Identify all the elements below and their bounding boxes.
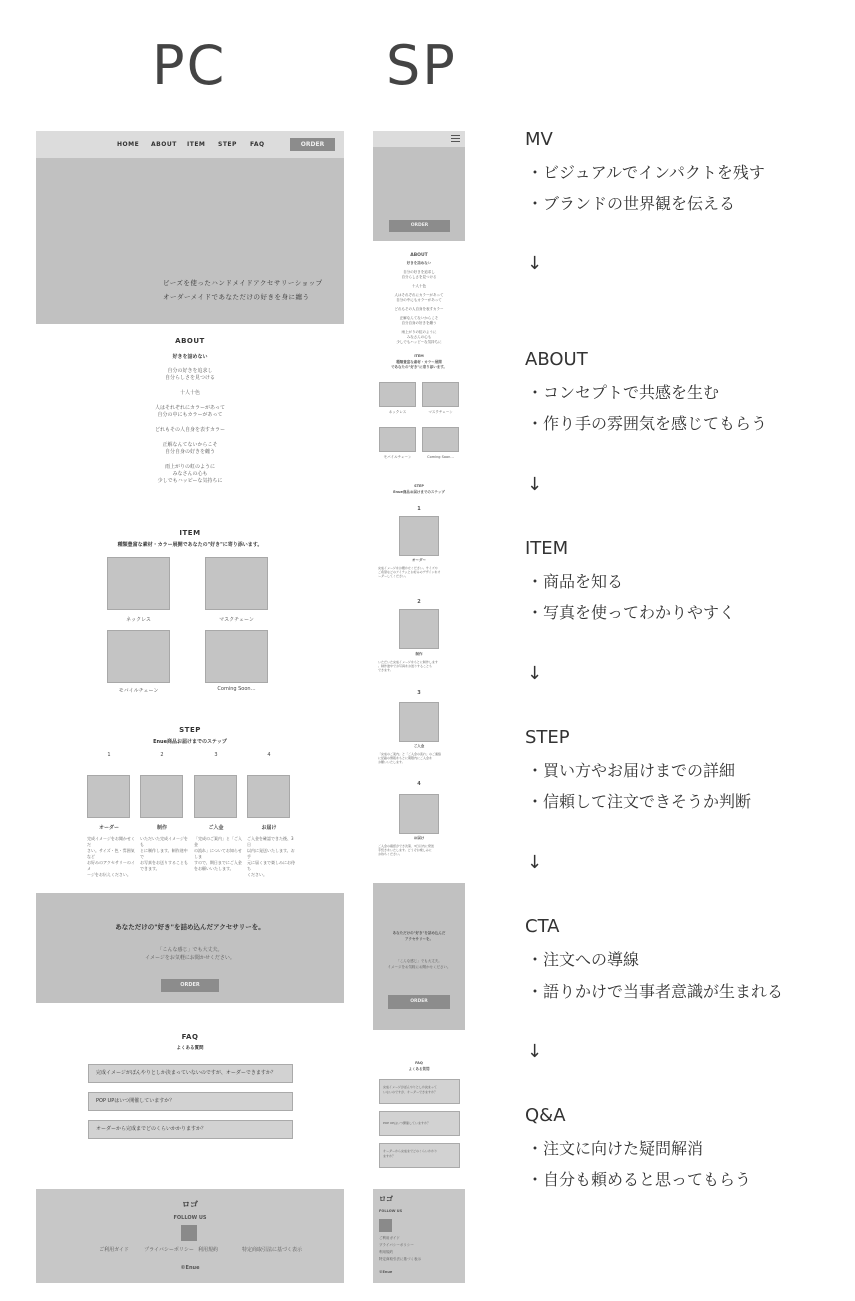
note-title-step: STEP [525,727,570,748]
pc-about-title: ABOUT [175,337,205,345]
sp-cta-section [373,883,465,1030]
note-bullet: ・信頼して注文できそうか判断 [527,792,752,811]
note-bullet: ・買い方やお届けまでの詳細 [527,761,736,780]
pc-about-subtitle: 好きを詰めない [172,354,208,360]
pc-step-text-line: さい。サイズ・色・雰囲気など [87,848,135,859]
pc-step-text-line: ください。 [247,872,267,877]
pc-step-subtitle: Enue商品お届けまでのステップ [153,739,227,745]
pc-step-text-line: できます。 [140,866,160,871]
pc-step-text [247,836,297,878]
sp-header [373,131,465,147]
sp-step-text-line: 手続きをいたします。どうぞお楽しみに [378,848,432,852]
pc-about-line: 雨上がりの虹のように [164,464,215,470]
sp-step-text [378,752,462,764]
pc-step-text-line: ご入金を確認できた後、3日 [247,836,294,847]
pc-about-line: 人はそれぞれにカラーがあって [155,405,225,411]
pc-item-caption: Coming Soon… [217,686,256,692]
pc-item-image [205,557,268,610]
note-bullet: ・商品を知る [527,572,624,591]
down-arrow-icon: ↓ [527,852,543,873]
pc-step-label: オーダー [98,825,119,831]
sp-faq-item[interactable] [379,1079,460,1104]
sp-about-line: どれもその人自身を表すカラー [394,307,444,311]
pc-item-caption: ネックレス [126,617,151,623]
sp-order-button[interactable]: ORDER [389,220,450,232]
pc-about-line: 自分の好きを追求し [167,368,213,374]
instagram-icon[interactable] [181,1225,197,1241]
sp-step-number: 4 [417,781,421,787]
pc-step-number: 4 [267,752,271,758]
sp-about-line: 正解なんてないからこそ [399,316,439,320]
instagram-icon[interactable] [379,1219,392,1232]
pc-step-text-line: 元に届くまで楽しみにお待ち [247,860,295,871]
pc-order-button[interactable]: ORDER [290,138,335,151]
sp-faq-item-line: オーダーから完成までどのくらいかかり [383,1149,438,1153]
sp-main-visual [373,131,465,241]
sp-about-line: 十人十色 [412,284,426,288]
sp-about-line: 自分らしさを見つける [401,275,437,279]
pc-about-line: どれもその人自身を表すカラー [155,427,225,433]
sp-cta-line: 「こんな感じ」でも大丈夫。 [396,959,442,963]
sp-item-caption: Coming Soon… [427,455,454,459]
sp-step-label: オーダー [412,558,426,562]
note-bullet: ・ブランドの世界観を伝える [527,194,736,213]
pc-step-number: 2 [160,752,164,758]
pc-step-image [194,775,237,818]
pc-nav-step[interactable]: STEP [218,141,237,148]
sp-cta-title-line: アクセサリーを。 [405,937,433,941]
note-bullet: ・注文への導線 [527,950,640,969]
pc-step-text-line: お写真をお送りすることも [140,860,188,865]
sp-step-title: STEP [414,484,424,488]
sp-step-text-line: 「完成のご案内」と「ご入金の流れ」のご連絡 [378,752,442,756]
sp-step-number: 1 [417,506,421,512]
pc-step-label: ご入金 [208,825,224,831]
sp-step-text-line: お願いいたします。 [378,760,405,764]
sp-step-text-line: 。制作途中でお写真をお送りすることも [378,664,433,668]
sp-item-image [422,427,459,452]
down-arrow-icon: ↓ [527,663,543,684]
pc-item-caption: モバイルチェーン [118,688,159,694]
sp-faq-item-line: POP UPはいつ開催していますか？ [383,1121,430,1125]
sp-about-line: 少しでもハッピーな気持ちに [396,340,442,344]
pc-step-text-line: 「完成のご案内」と「ご入金 [194,836,242,847]
sp-item-caption: モバイルチェーン [383,455,412,459]
sp-footer [373,1189,465,1283]
pc-step-number: 3 [214,752,218,758]
sp-about-line: 自分自身の好きを纏う [401,321,437,325]
note-title-mv: MV [525,129,553,150]
pc-step-text [140,836,190,872]
sp-item-title: ITEM [414,354,424,358]
sp-step-text-line: ご入金の確認ができ次第、3日以内に発送 [378,844,434,848]
note-title-qa: Q&A [525,1105,566,1126]
sp-step-text-line: できます。 [378,668,393,672]
pc-step-text-line: 完成イメージをお聞かせくだ [87,836,135,847]
pc-cta-order-button[interactable]: ORDER [161,979,219,992]
sp-about-section [373,253,465,345]
sp-faq-subtitle: よくある質問 [408,1067,430,1071]
sp-step-subtitle: Enue商品お届けまでのステップ [393,490,445,494]
pc-step-text [194,836,244,872]
pc-nav-item[interactable]: ITEM [187,141,206,148]
pc-item-caption: マスクチェーン [219,617,254,623]
sp-item-caption: ネックレス [388,410,407,414]
sp-step-number: 2 [417,599,421,605]
sp-step-text [378,844,462,856]
down-arrow-icon: ↓ [527,1041,543,1062]
sp-about-line: 人はそれぞれにカラーがあって [394,293,444,297]
pc-step-label: 制作 [156,825,167,831]
note-bullet: ・写真を使ってわかりやすく [527,603,736,622]
pc-item-subtitle: 種類豊富な素材・カラー展開であなたの"好き"に寄り添います。 [117,542,263,548]
pc-nav-home[interactable]: HOME [117,141,140,148]
pc-faq-title: FAQ [181,1033,199,1041]
pc-mv-line: オーダーメイドであなただけの好きを身に纏う [163,293,310,301]
pc-cta-line: イメージをお気軽にお聞かせください。 [145,955,235,961]
sp-item-image [379,382,416,407]
note-title-item: ITEM [525,538,569,559]
pc-about-line: 自分らしさを見つける [164,375,215,381]
pc-about-line: 少しでもハッピーな気持ちに [157,478,223,484]
pc-footer-link[interactable]: 特定商取引法に基づく表示 [241,1247,302,1253]
pc-heading: PC [152,34,227,97]
pc-step-text [87,836,137,878]
pc-step-image [87,775,130,818]
pc-faq-item[interactable]: オーダーから完成までどのくらいかかりますか？ [88,1120,293,1139]
sp-item-image [422,382,459,407]
pc-footer-link[interactable]: ご利用ガイド [99,1247,129,1253]
sp-step-image [399,794,439,834]
down-arrow-icon: ↓ [527,253,543,274]
pc-step-title: STEP [179,726,201,734]
pc-item-image [107,630,170,683]
sp-step-text [378,660,462,672]
sp-step-label: ご入金 [413,744,425,748]
pc-mv-line: ビーズを使ったハンドメイドアクセサリーショップ [163,279,323,287]
pc-about-section [36,337,344,485]
pc-about-line: みなさんの心も [172,471,208,477]
pc-item-title: ITEM [179,529,201,537]
pc-about-line: 自分自身の好きを纏う [164,449,215,455]
pc-about-line: 自分の中にもカラーがあって [157,412,223,418]
sp-faq-item[interactable] [379,1111,460,1136]
note-bullet: ・自分も頼めると思ってもらう [527,1170,752,1189]
sp-step-text-line: ーダーしてください。 [378,574,409,578]
pc-header [36,131,344,158]
sp-step-image [399,702,439,742]
pc-step-image [140,775,183,818]
pc-cta-title: あなただけの"好き"を詰め込んだアクセサリーを。 [115,923,265,931]
sp-footer-link[interactable]: 特定商取引法に基づく表示 [379,1257,421,1261]
sp-cta-order-button[interactable]: ORDER [388,995,450,1009]
pc-step-label: お届け [261,825,277,831]
hamburger-menu-icon[interactable] [451,135,460,142]
pc-cta-line: 「こんな感じ」でも大丈夫。 [157,947,223,953]
sp-footer-follow: FOLLOW US [379,1209,403,1213]
sp-faq-item-line: 完成イメージがぼんやりとしか決まって [383,1085,437,1089]
sp-item-subtitle-line: 種類豊富な素材・カラー展開 [396,360,442,364]
sp-about-line: みなさんの心も [406,335,432,339]
pc-footer-brand: ©Enue [180,1265,200,1271]
sp-step-image [399,516,439,556]
sp-step-text-line: 完成イメージをお聞かせください。サイズや [378,566,438,570]
pc-about-line: 十人十色 [179,390,200,396]
sp-item-image [379,427,416,452]
pc-step-image [247,775,290,818]
sp-about-title: ABOUT [410,253,428,258]
pc-step-text-line: 以内に発送いたします。お手 [247,848,295,859]
pc-item-image [107,557,170,610]
pc-step-number: 1 [107,752,111,758]
pc-step-text-line: すので、期日までにご入金 [194,860,242,865]
note-title-cta: CTA [525,916,560,937]
sp-about-line: 自分の好きを追求し [403,270,435,274]
sp-step-text [378,566,462,578]
pc-step-text-line: とに制作します。制作途中で [140,848,188,859]
pc-step-text-line: お好みのアクセサリーのイメ [87,860,135,871]
sp-step-text-line: ご希望などのアイテムとお好みのデザインをオ [378,570,441,574]
sp-cta-line: イメージをお気軽にお聞かせください。 [387,965,451,969]
note-bullet: ・作り手の雰囲気を感じてもらう [527,414,768,433]
pc-item-image [205,630,268,683]
sp-faq-item-line: ますか？ [383,1154,396,1158]
pc-nav-about[interactable]: ABOUT [151,141,177,148]
pc-footer-link[interactable]: プライバシーポリシー [144,1247,194,1253]
sp-item-caption: マスクチェーン [428,410,453,414]
sp-about-line: 雨上がりの虹のように [401,330,437,334]
pc-step-text-line: をお願いいたします。 [194,866,234,871]
note-title-about: ABOUT [525,349,588,370]
sp-step-label: 制作 [415,652,423,656]
pc-footer-follow: FOLLOW US [173,1215,207,1221]
sp-faq-item[interactable] [379,1143,460,1168]
sp-footer-brand: ©Enue [379,1270,393,1274]
pc-step-text-line: の流れ」についてお知らせしま [194,848,242,859]
sp-step-text-line: お待ちください。 [378,852,403,856]
pc-step-text-line: ージをお伝えください。 [87,872,131,877]
pc-main-visual [36,158,344,324]
pc-step-text-line: いただいた完成イメージをも [140,836,188,847]
note-bullet: ・語りかけで当事者意識が生まれる [527,982,784,1001]
sp-about-subtitle: 好きを詰めない [406,261,432,265]
pc-nav-faq[interactable]: FAQ [250,141,265,148]
note-bullet: ・ビジュアルでインパクトを残す [527,163,765,182]
pc-faq-subtitle: よくある質問 [176,1046,204,1051]
pc-cta-section [36,893,344,1003]
note-bullet: ・注文に向けた疑問解消 [527,1139,704,1158]
sp-footer-logo: ロゴ [379,1195,393,1203]
sp-about-line: 自分の中にもカラーがあって [396,298,442,302]
sp-step-text-line: いただいた完成イメージをもとに制作します [378,660,438,664]
sp-cta-title-line: あなただけの"好き"を詰め込んだ [392,931,446,935]
pc-about-line: 正解なんてないからこそ [162,442,218,448]
sp-item-subtitle-line: であなたの"好き"に寄り添います。 [391,365,447,369]
sp-footer-link[interactable]: プライバシーポリシー [379,1243,414,1247]
down-arrow-icon: ↓ [527,474,543,495]
sp-heading: SP [386,34,457,97]
pc-faq-item[interactable]: POP UPはいつ開催していますか？ [88,1092,293,1111]
sp-faq-title: FAQ [415,1061,423,1065]
sp-step-number: 3 [417,690,421,696]
pc-footer-link[interactable]: 利用規約 [197,1247,218,1253]
sp-footer-link[interactable]: ご利用ガイド [379,1236,400,1240]
sp-faq-item-line: いないのですが、オーダーできますか？ [383,1090,438,1094]
pc-footer [36,1189,344,1283]
sp-step-image [399,609,439,649]
sp-step-label: お届け [413,836,425,840]
sp-step-text-line: に記載の情報をもとに期限内にご入金を [378,756,433,760]
pc-footer-logo: ロゴ [182,1200,198,1209]
note-bullet: ・コンセプトで共感を生む [527,383,720,402]
pc-faq-item[interactable]: 完成イメージがぼんやりとしか決まっていないのですが、オーダーできますか？ [88,1064,293,1083]
sp-footer-link[interactable]: 利用規約 [379,1250,393,1254]
